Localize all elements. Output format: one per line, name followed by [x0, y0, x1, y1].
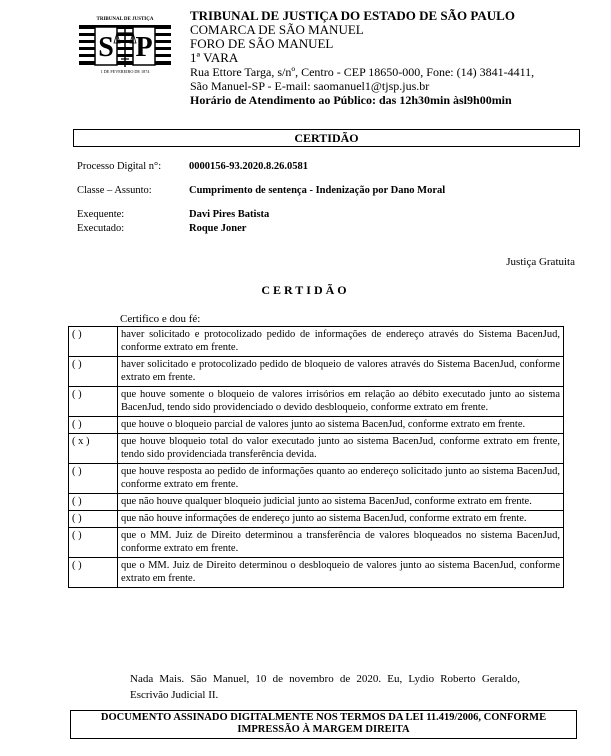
footer-line-2: IMPRESSÃO À MARGEM DIREITA: [237, 724, 410, 735]
processo-label: Processo Digital n°:: [77, 161, 162, 172]
court-name: TRIBUNAL DE JUSTIÇA DO ESTADO DE SÃO PAULO: [190, 8, 515, 23]
checklist-text: que houve resposta ao pedido de informações quanto ao endereço solicitado junto ao sistema BacenJud, conforme extrato em frente.: [118, 464, 564, 494]
exequente-label: Exequente:: [77, 209, 125, 220]
checklist-text: que não houve qualquer bloqueio judicial junto ao sistema BacenJud, conforme extrato em frente.: [118, 494, 564, 511]
certidao-heading: CERTIDÃO: [261, 283, 350, 297]
process-info: [77, 160, 577, 236]
logo-text-bottom: 1 DE FEVEREIRO DE 1874: [100, 69, 150, 74]
svg-text:P: P: [135, 32, 153, 63]
justica-gratuita: Justiça Gratuita: [506, 256, 575, 268]
vara-name: 1ª VARA: [190, 50, 239, 65]
checklist-text: que houve o bloqueio parcial de valores junto ao sistema BacenJud, conforme extrato em frente.: [118, 417, 564, 434]
logo-text-top: TRIBUNAL DE JUSTIÇA: [96, 17, 154, 22]
processo-row: [77, 160, 577, 174]
digital-signature-notice: [70, 710, 577, 739]
office-hours: Horário de Atendimento ao Público: das 12h30min àsl9h00min: [190, 93, 512, 107]
checkbox-mark: ( ): [69, 511, 118, 528]
address-line-2: São Manuel-SP - E-mail: saomanuel1@tjsp.jus.br: [190, 79, 430, 93]
checklist-row: [69, 511, 564, 528]
checklist-row: [69, 558, 564, 588]
document-title: CERTIDÃO: [73, 129, 580, 147]
forum-name: FORO DE SÃO MANUEL: [190, 36, 334, 51]
checklist-row: [69, 464, 564, 494]
checkbox-mark: ( ): [69, 357, 118, 387]
checklist-row: [69, 494, 564, 511]
checkbox-mark: ( ): [69, 327, 118, 357]
exequente-row: [77, 208, 577, 222]
exequente-value: Davi Pires Batista: [189, 209, 270, 220]
checklist-text: que não houve informações de endereço junto ao sistema BacenJud, conforme extrato em frente.: [118, 511, 564, 528]
closing-statement: Nada Mais. São Manuel, 10 de novembro de 2020. Eu, Lydio Roberto Geraldo, Escrivão Judicial II.: [130, 673, 520, 701]
checkbox-mark: ( ): [69, 464, 118, 494]
checkbox-mark: ( ): [69, 558, 118, 588]
checkbox-mark: ( x ): [69, 434, 118, 464]
executado-row: [77, 222, 577, 236]
checkbox-mark: ( ): [69, 387, 118, 417]
checklist-text: que o MM. Juiz de Direito determinou o desbloqueio de valores junto ao sistema BacenJud, conforme extrato em frente.: [118, 558, 564, 588]
checkbox-mark: ( ): [69, 417, 118, 434]
checklist-text: que houve bloqueio total do valor executado junto ao sistema BacenJud, conforme extrato em frente, tendo sido providenciada transferência devida.: [118, 434, 564, 464]
classe-value: Cumprimento de sentença - Indenização por Dano Moral: [189, 185, 446, 196]
checklist-row: [69, 528, 564, 558]
checklist-row: [69, 434, 564, 464]
svg-text:S: S: [98, 32, 114, 63]
tjsp-logo: [77, 13, 173, 75]
address-line-1: Rua Ettore Targa, s/nº, Centro - CEP 18650-000, Fone: (14) 3841-4411,: [190, 65, 535, 79]
checkbox-mark: ( ): [69, 528, 118, 558]
certifico-text: Certifico e dou fé:: [120, 313, 201, 325]
processo-value: 0000156-93.2020.8.26.0581: [189, 161, 308, 172]
executado-label: Executado:: [77, 223, 125, 234]
certification-checklist: [68, 326, 564, 588]
classe-label: Classe – Assunto:: [77, 185, 152, 196]
checklist-row: [69, 417, 564, 434]
checklist-text: haver solicitado e protocolizado pedido de bloqueio de valores através do Sistema BacenJud, conforme extrato em frente.: [118, 357, 564, 387]
court-header: [190, 9, 590, 107]
footer-line-1: DOCUMENTO ASSINADO DIGITALMENTE NOS TERMOS DA LEI 11.419/2006, CONFORME: [100, 712, 547, 723]
checklist-text: que o MM. Juiz de Direito determinou a transferência de valores bloqueados no sistema BacenJud, conforme extrato em frente.: [118, 528, 564, 558]
executado-value: Roque Joner: [189, 223, 247, 234]
checkbox-mark: ( ): [69, 494, 118, 511]
district-name: COMARCA DE SÃO MANUEL: [190, 22, 364, 37]
classe-row: [77, 184, 577, 198]
checklist-row: [69, 387, 564, 417]
checklist-row: [69, 327, 564, 357]
checklist-row: [69, 357, 564, 387]
checklist-text: que houve somente o bloqueio de valores irrisórios em relação ao débito executado junto ao sistema BacenJud, tendo sido providenciado o devido desbloqueio, conforme extrato em frente.: [118, 387, 564, 417]
checklist-text: haver solicitado e protocolizado pedido de informações de endereço através do Sistema BacenJud, conforme extrato em frente.: [118, 327, 564, 357]
